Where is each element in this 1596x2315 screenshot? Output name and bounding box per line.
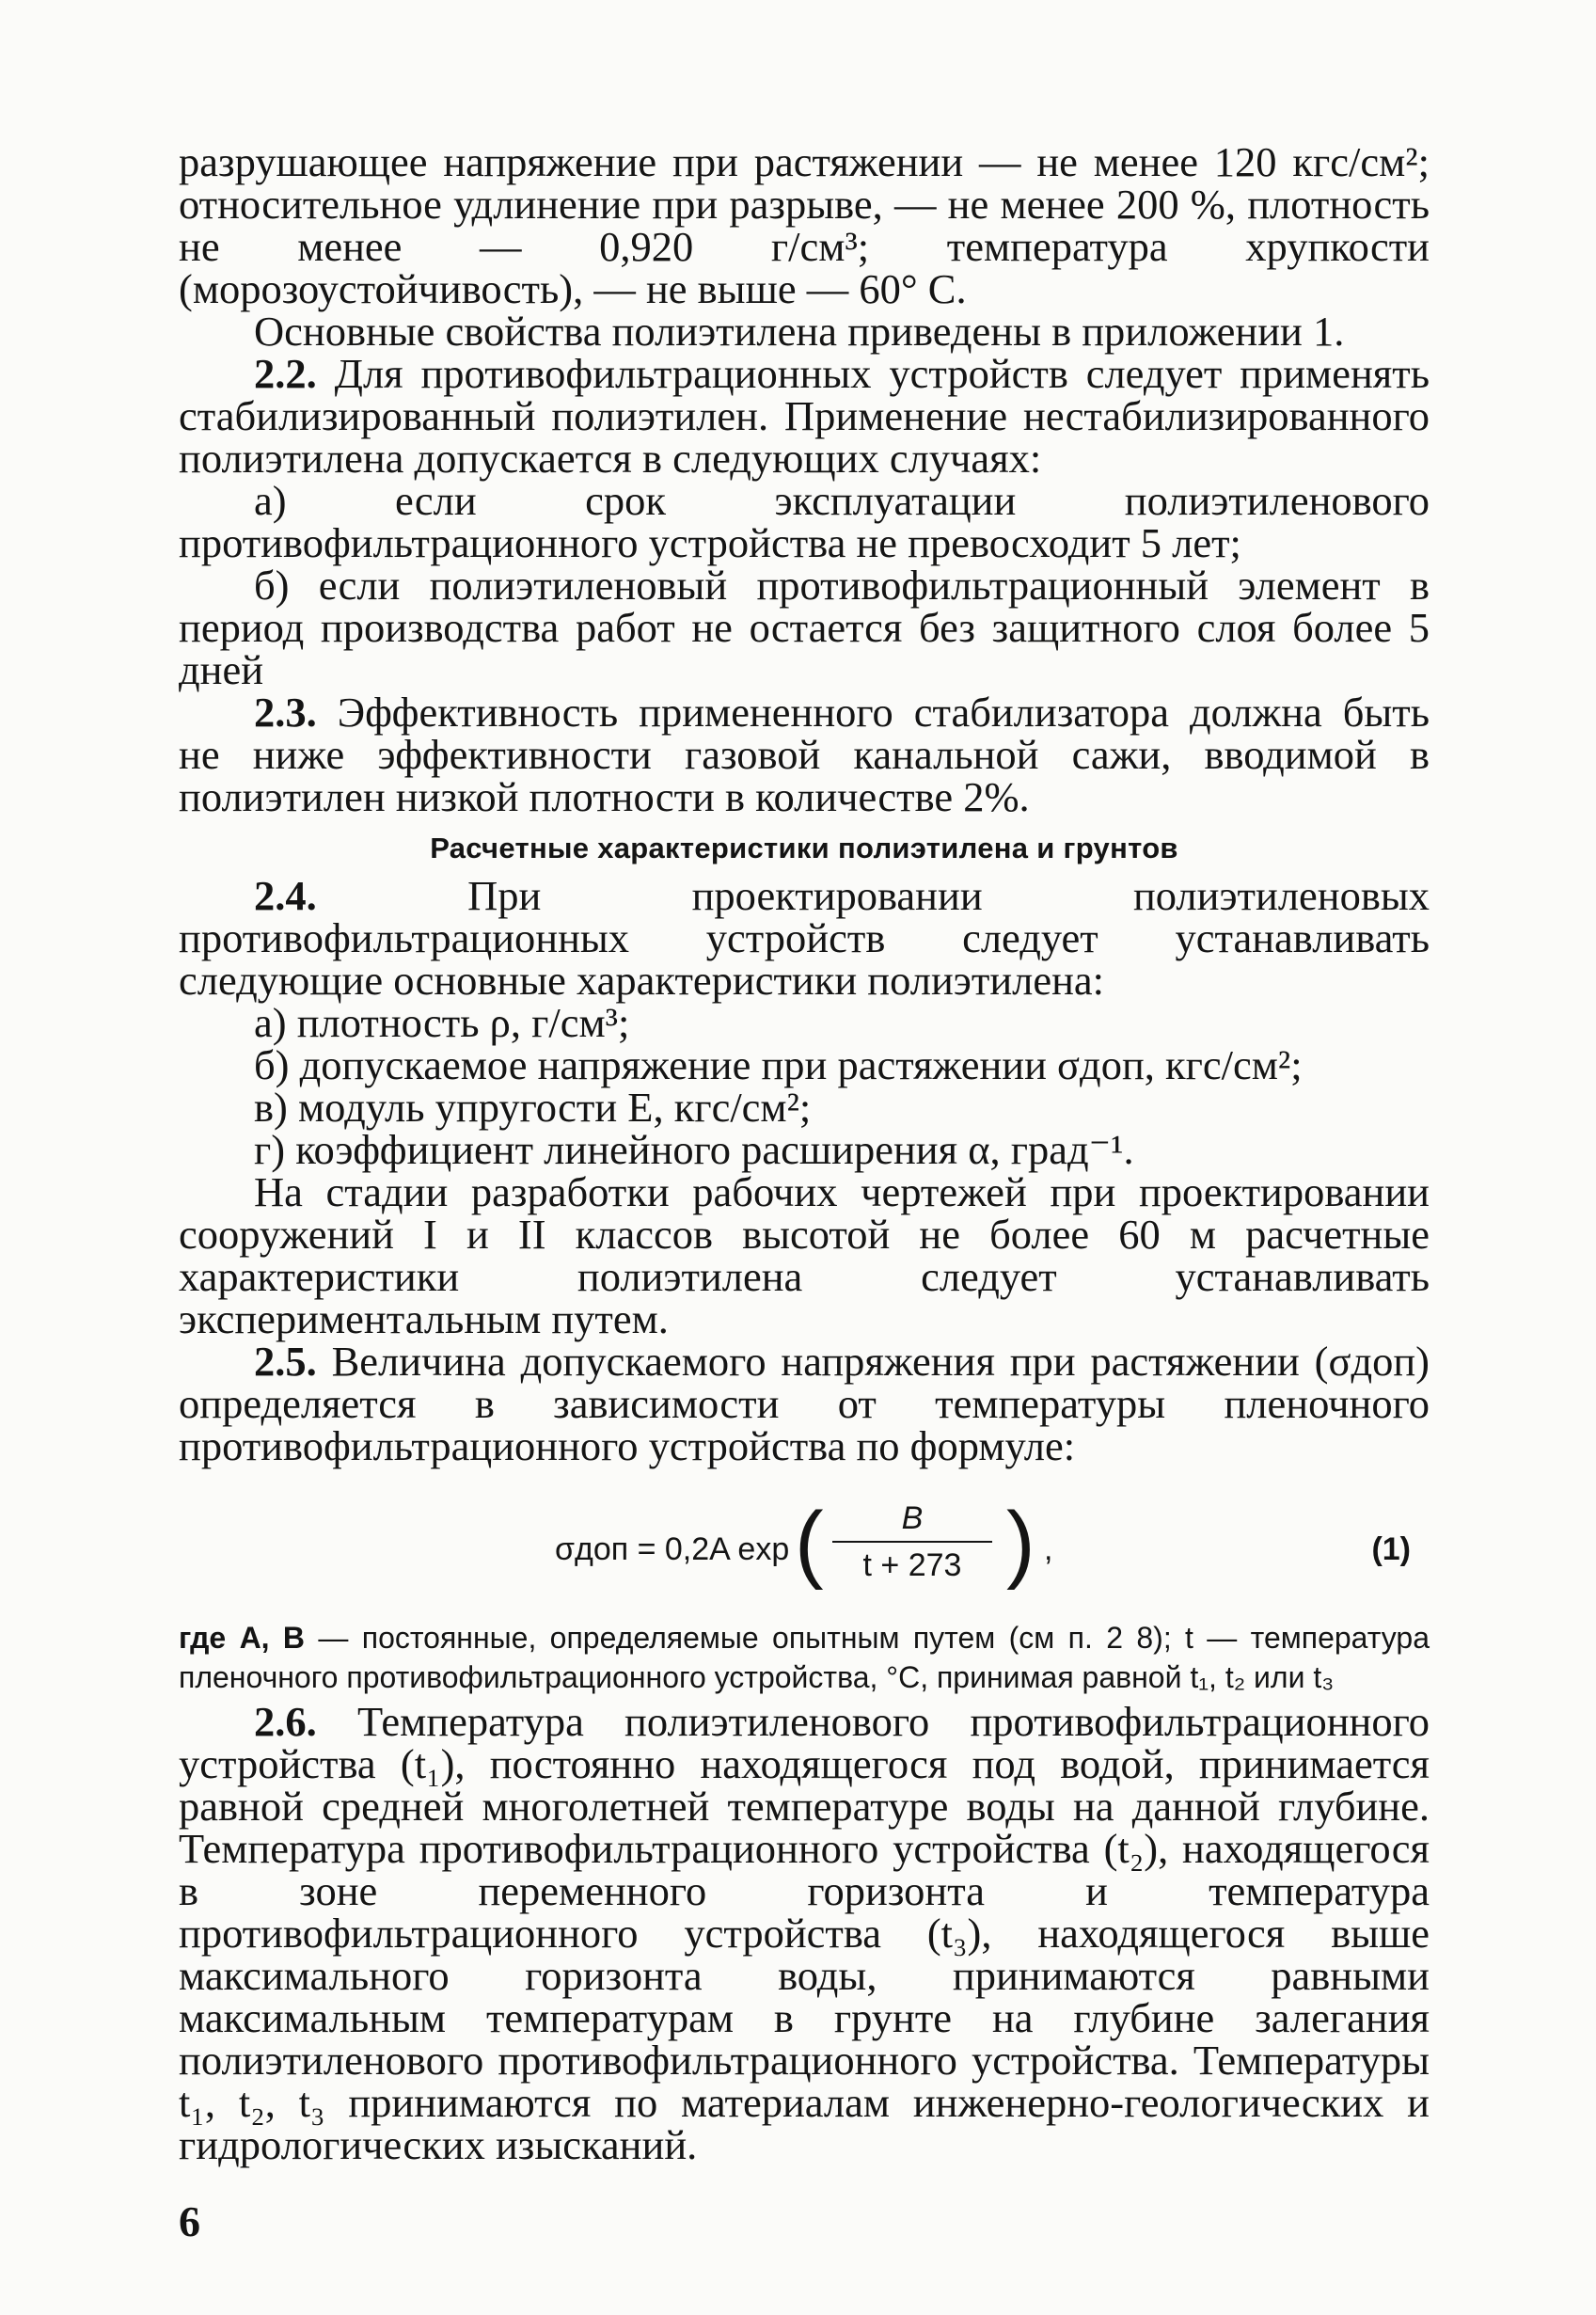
section-text: При проектировании полиэтиленовых противофильтрационных устройств следует устанавливать следующие основные характеристики полиэтилена: <box>179 872 1430 1004</box>
section-text: Эффективность примененного стабилизатора должна быть не ниже эффективности газовой канальной сажи, вводимой в полиэтилен низкой плотности в количестве 2%. <box>179 689 1430 820</box>
list-item-a: а) плотность ρ, г/см³; <box>254 999 630 1046</box>
list-item-b: б) допускаемое напряжение при растяжении σдоп, кгс/см²; <box>254 1041 1303 1088</box>
section-text: Для противофильтрационных устройств следует применять стабилизированный полиэтилен. Применение нестабилизированного полиэтилена допускается в следующих случаях: <box>179 350 1430 482</box>
section-number: 2.3. <box>254 689 317 736</box>
fraction-numerator: B <box>901 1500 924 1536</box>
section-2-6 <box>179 1698 1430 2168</box>
left-paren: ( <box>795 1495 824 1591</box>
paragraph-material-properties: разрушающее напряжение при растяжении — не менее 120 кгс/см²; относительное удлинение при разрыве, — не менее 200 %, плотность не менее — 0,920 г/см³; температура хрупкости (морозоустойчивость), — не выше — 60° С. <box>179 138 1430 312</box>
section-number: 2.6. <box>254 1698 317 1745</box>
formula-explanation-prefix: где A, B <box>179 1621 306 1655</box>
right-paren: ) <box>1006 1495 1035 1591</box>
section-2-4 <box>179 872 1430 1004</box>
fraction-denominator: t + 273 <box>862 1547 962 1583</box>
formula-explanation <box>179 1618 1430 1697</box>
fraction-bar <box>832 1541 992 1543</box>
formula-comma: , <box>1044 1531 1053 1567</box>
list-item-b: б) если полиэтиленовый противофильтрационный элемент в период производства работ не остается без защитного слоя более 5 дней <box>179 562 1430 693</box>
paragraph-appendix-reference: Основные свойства полиэтилена приведены в приложении 1. <box>254 308 1345 355</box>
section-heading: Расчетные характеристики полиэтилена и грунтов <box>430 832 1178 864</box>
formula-1 <box>179 1494 1430 1607</box>
section-2-2 <box>179 350 1430 482</box>
page-number: 6 <box>179 2197 200 2245</box>
formula-number: (1) <box>1371 1531 1411 1567</box>
list-item-a: а) если срок эксплуатации полиэтиленового противофильтрационного устройства не превосходит 5 лет; <box>179 477 1430 566</box>
formula-lhs: σдоп = 0,2A exp <box>555 1531 790 1567</box>
section-number: 2.2. <box>254 350 317 397</box>
list-item-v: в) модуль упругости E, кгс/см²; <box>254 1084 812 1131</box>
section-text: Температура полиэтиленового противофильтрационного устройства (t₁), постоянно находящегося под водой, принимается равной средней многолетней температуре воды на данной глубине. Температура противофильтрационного устройства (t₂), находящегося в зоне переменного горизонта и температура противофильтрационного устройства (t₃), находящегося выше максимального горизонта воды, принимаются равными максимальным температурам в грунте на глубине залегания полиэтиленового противофильтрационного устройства. Температуры t₁, t₂, t₃ принимаются по материалам инженерно-геологических и гидрологических изысканий. <box>179 1698 1430 2168</box>
document-page <box>179 138 1430 2168</box>
section-2-3 <box>179 691 1430 818</box>
section-text: Величина допускаемого напряжения при растяжении (σдоп) определяется в зависимости от температуры пленочного противофильтрационного устройства по формуле: <box>179 1338 1430 1469</box>
paragraph-working-drawings: На стадии разработки рабочих чертежей при проектировании сооружений I и II классов высотой не более 60 м расчетные характеристики полиэтилена следует устанавливать экспериментальным путем. <box>179 1168 1430 1342</box>
list-item-g: г) коэффициент линейного расширения α, град⁻¹. <box>254 1126 1134 1173</box>
formula-explanation-text: — постоянные, определяемые опытным путем (см п. 2 8); t — температура пленочного противофильтрационного устройства, °С, принимая равной t₁, t₂ или t₃ <box>179 1621 1430 1694</box>
section-number: 2.5. <box>254 1338 317 1385</box>
section-2-5 <box>179 1340 1430 1467</box>
section-number: 2.4. <box>254 872 317 919</box>
formula-fraction <box>828 1498 997 1586</box>
